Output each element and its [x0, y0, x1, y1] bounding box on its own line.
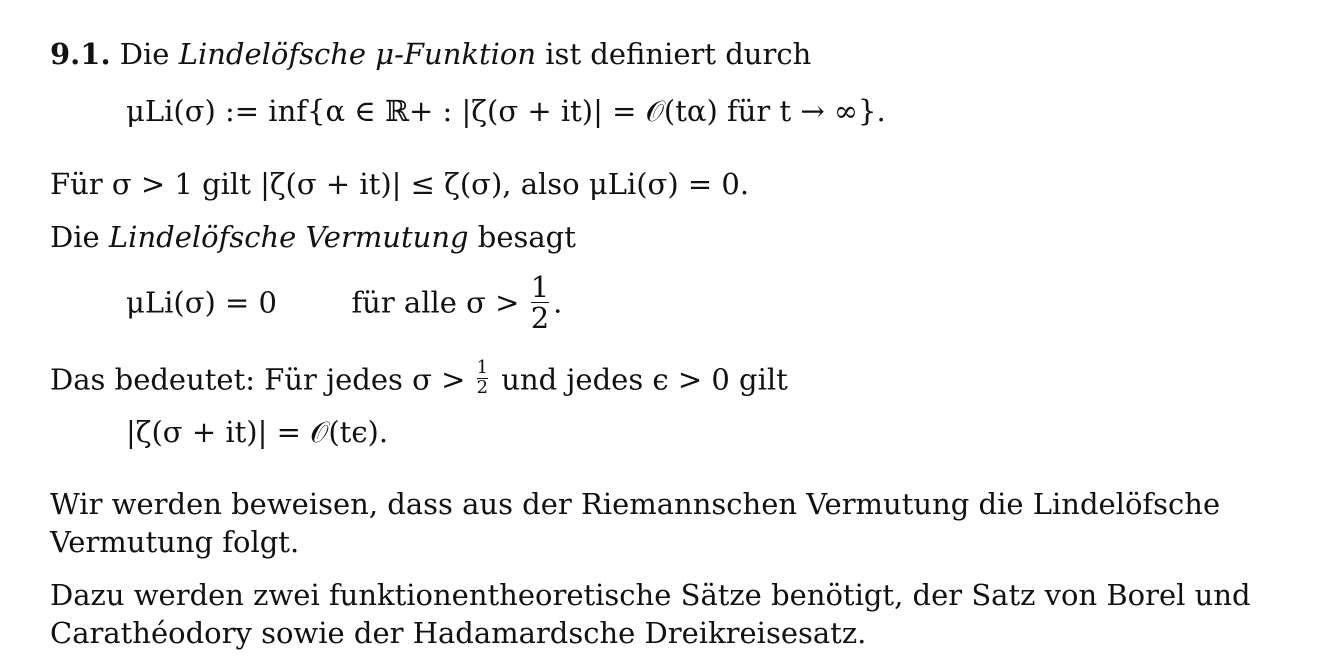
riemann-line-2-text: Vermutung folgt.	[50, 525, 300, 559]
meaning-text-before: Das bedeutet: Für jedes σ >	[50, 362, 466, 397]
intro-term: Lindelöfsche μ-Funktion	[178, 37, 537, 71]
formula-epsilon	[126, 415, 389, 449]
intro-text-before: Die	[119, 37, 170, 71]
theorems-line-1-text: Dazu werden zwei funktionentheoretische Sätze benötigt, der Satz von Borel und	[50, 578, 1251, 612]
fraction-one-half	[531, 272, 549, 334]
sigma-gt-1-text: Für σ > 1 gilt |ζ(σ + it)| ≤ ζ(σ), also μLi(σ) = 0.	[50, 167, 750, 201]
riemann-line-1-text: Wir werden beweisen, dass aus der Riemannschen Vermutung die Lindelöfsche	[50, 487, 1221, 521]
formula-definition	[126, 94, 886, 128]
paragraph-riemann-line-1	[50, 487, 1221, 521]
conjecture-text-before: Die	[50, 220, 100, 254]
paragraph-intro	[50, 37, 812, 71]
paragraph-riemann-line-2	[50, 525, 300, 559]
fraction-numerator: 1	[530, 270, 550, 304]
conjecture-condition: für alle σ >	[351, 285, 520, 320]
formula-epsilon-text: |ζ(σ + it)| = 𝒪(tϵ).	[126, 415, 389, 449]
intro-text-after: ist definiert durch	[545, 37, 812, 71]
theorems-line-2-text: Carathéodory sowie der Hadamardsche Dreikreisesatz.	[50, 616, 867, 650]
conjecture-lhs: μLi(σ) = 0	[126, 285, 277, 320]
formula-definition-text: μLi(σ) := inf{α ∈ ℝ+ : |ζ(σ + it)| = 𝒪(tα) für t → ∞}.	[126, 94, 886, 128]
conjecture-intro	[50, 220, 576, 254]
conjecture-term: Lindelöfsche Vermutung	[108, 220, 469, 254]
small-fraction-numerator: 1	[476, 357, 489, 378]
small-fraction-denominator: 2	[476, 376, 489, 398]
conjecture-end: .	[553, 285, 563, 320]
fraction-denominator: 2	[530, 301, 550, 336]
formula-conjecture	[126, 272, 562, 334]
meaning-line	[50, 357, 788, 401]
paragraph-theorems-line-2	[50, 616, 867, 650]
document-page	[50, 0, 1290, 665]
conjecture-text-after: besagt	[477, 220, 576, 254]
line-sigma-gt-1	[50, 167, 750, 201]
meaning-text-after: und jedes ϵ > 0 gilt	[501, 362, 788, 397]
paragraph-theorems-line-1	[50, 578, 1251, 612]
section-number: 9.1.	[50, 37, 111, 71]
small-fraction-one-half	[477, 359, 488, 398]
